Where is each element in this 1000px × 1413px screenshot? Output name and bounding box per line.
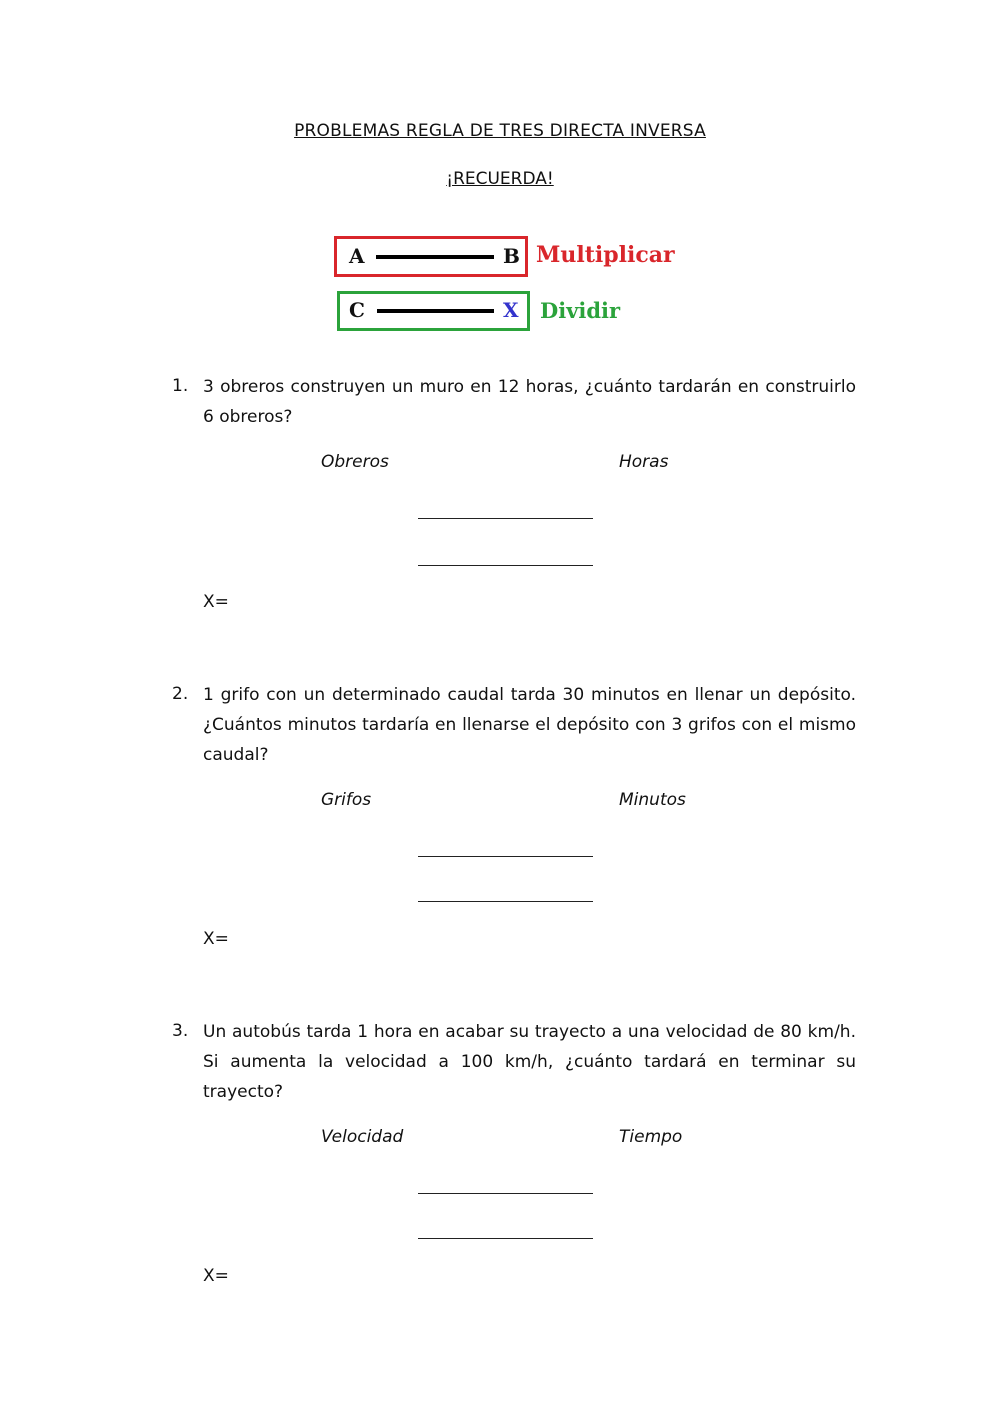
rule-line-cx [377, 309, 494, 313]
rule-letter-a: A [349, 244, 365, 268]
column-header-left: Velocidad [321, 1127, 404, 1147]
answer-blank[interactable] [418, 518, 593, 519]
answer-blank[interactable] [418, 1238, 593, 1239]
column-header-left: Grifos [321, 790, 372, 810]
x-equals-label: X= [203, 592, 229, 612]
divide-label: Dividir [540, 298, 621, 323]
page-subtitle: ¡RECUERDA! [446, 169, 554, 189]
problem-number: 3. [172, 1021, 189, 1041]
answer-blank[interactable] [418, 901, 593, 902]
problem-text: 1 grifo con un determinado caudal tarda 30 minutos en llenar un depósito. ¿Cuántos minutos tardaría en llenarse el depósito con 3 grifos con el mismo caudal? [203, 685, 856, 765]
problem-number: 2. [172, 684, 189, 704]
rule-line-ab [376, 255, 494, 259]
column-header-right: Minutos [619, 790, 686, 810]
problem-text: Un autobús tarda 1 hora en acabar su trayecto a una velocidad de 80 km/h. Si aumenta la velocidad a 100 km/h, ¿cuánto tardará en terminar su trayecto? [203, 1022, 856, 1102]
x-equals-label: X= [203, 1266, 229, 1286]
answer-blank[interactable] [418, 856, 593, 857]
column-header-right: Horas [619, 452, 669, 472]
answer-blank[interactable] [418, 1193, 593, 1194]
multiply-label: Multiplicar [536, 242, 675, 268]
column-header-left: Obreros [321, 452, 389, 472]
problem-text: 3 obreros construyen un muro en 12 horas, ¿cuánto tardarán en construirlo 6 obreros? [203, 377, 856, 427]
problem-number: 1. [172, 376, 189, 396]
column-header-right: Tiempo [619, 1127, 683, 1147]
rule-letter-b: B [503, 244, 520, 268]
rule-letter-x: X [503, 298, 519, 322]
x-equals-label: X= [203, 929, 229, 949]
answer-blank[interactable] [418, 565, 593, 566]
page-title: PROBLEMAS REGLA DE TRES DIRECTA INVERSA [294, 121, 706, 141]
rule-letter-c: C [349, 298, 365, 322]
